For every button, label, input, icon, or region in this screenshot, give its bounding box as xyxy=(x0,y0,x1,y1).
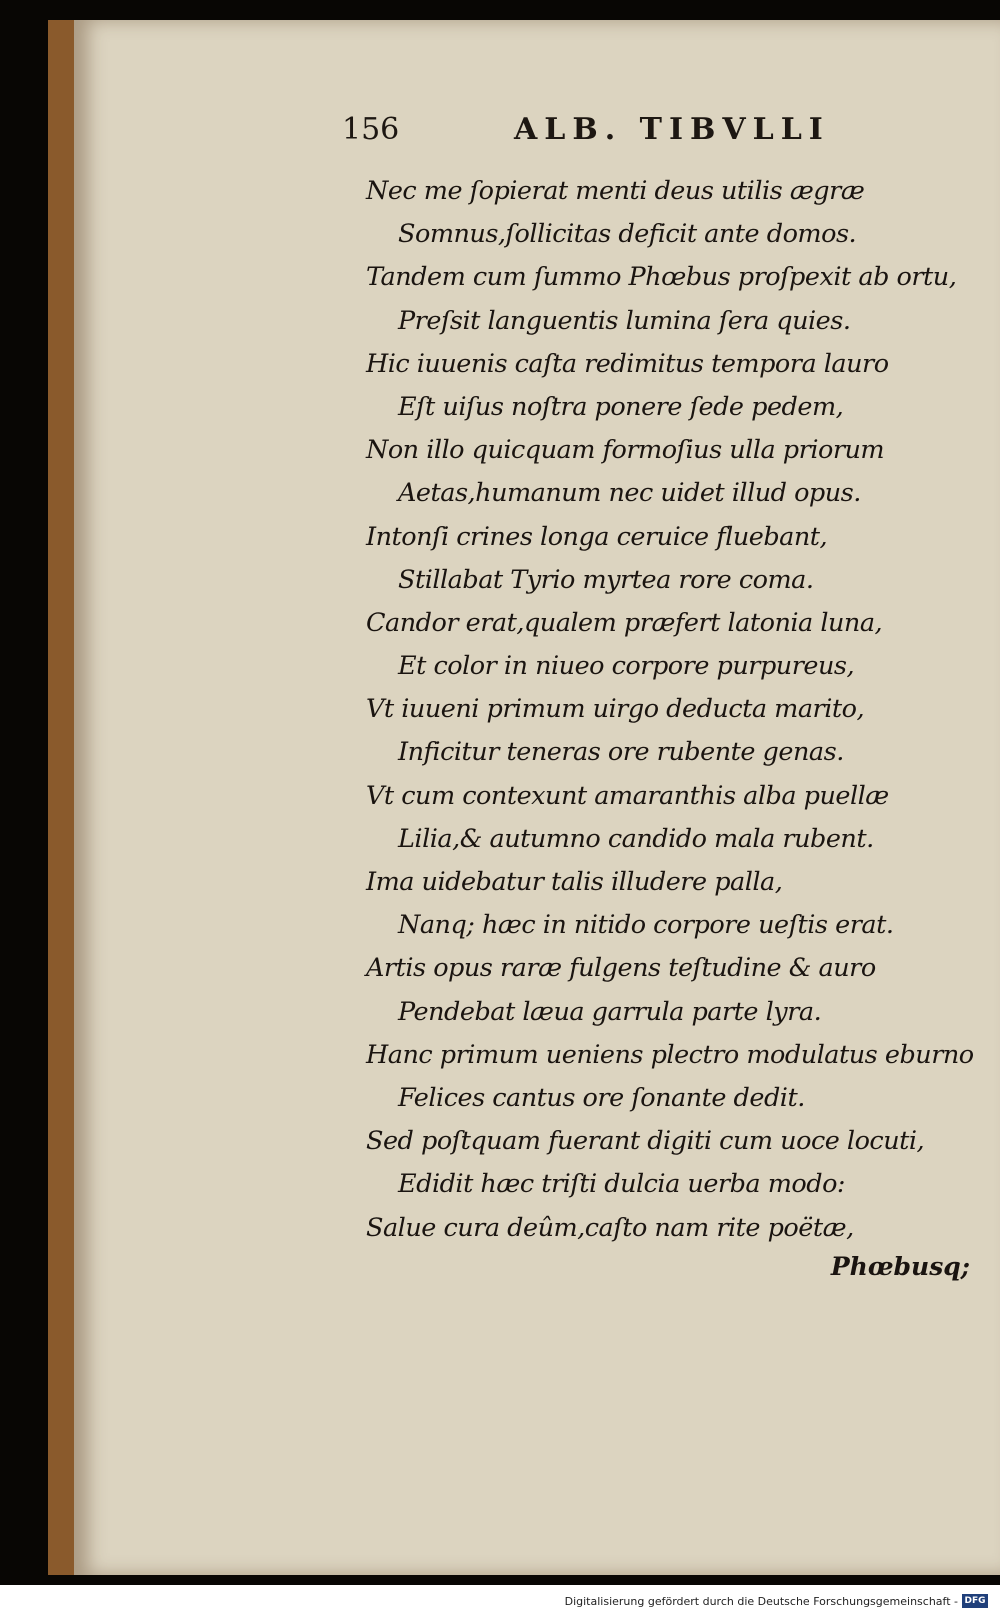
page-header xyxy=(74,112,1000,162)
verse-line: Somnus,ſollicitas deficit ante domos. xyxy=(398,219,857,250)
running-head: ALB. TIBVLLI xyxy=(514,112,830,147)
verse-line: Aetas,humanum nec uidet illud opus. xyxy=(398,478,861,509)
verse-line: Preſsit languentis lumina ſera quies. xyxy=(398,305,851,336)
verse-line: Tandem cum ſummo Phœbus proſpexit ab ortu, xyxy=(366,262,957,293)
digitization-footer xyxy=(0,1585,1000,1620)
verse-line: Vt iuueni primum uirgo deducta marito, xyxy=(366,694,865,725)
page-number: 156 xyxy=(342,112,400,147)
verse-line: Sed poſtquam fuerant digiti cum uoce locuti, xyxy=(366,1126,925,1157)
verse-line: Hic iuuenis caſta redimitus tempora lauro xyxy=(366,348,889,379)
verse-line: Candor erat,qualem præfert latonia luna, xyxy=(366,607,883,638)
verse-line: Stillabat Tyrio myrtea rore coma. xyxy=(398,564,814,595)
verse-line: Hanc primum ueniens plectro modulatus eburno xyxy=(366,1039,974,1070)
verse-line: Et color in niueo corpore purpureus, xyxy=(398,651,855,682)
verse-line: Vt cum contexunt amaranthis alba puellæ xyxy=(366,780,889,811)
footer-credit: Digitalisierung gefördert durch die Deutsche Forschungsgemeinschaft - xyxy=(564,1595,958,1608)
verse-line: Salue cura deûm,caſto nam rite poëtæ, xyxy=(366,1212,854,1243)
verse-line: Eſt uiſus noſtra ponere ſede pedem, xyxy=(398,391,844,422)
verse-line: Edidit hæc triſti dulcia uerba modo: xyxy=(398,1169,846,1200)
catchword: Phœbusq; xyxy=(830,1252,970,1281)
verse-line: Nanq; hæc in nitido corpore ueſtis erat. xyxy=(398,910,894,941)
dfg-logo-icon: DFG xyxy=(962,1594,988,1608)
verse-line: Non illo quicquam formoſius ulla priorum xyxy=(366,435,885,466)
verse-line: Pendebat læua garrula parte lyra. xyxy=(398,996,822,1027)
verse-line: Nec me ſopierat menti deus utilis ægræ xyxy=(366,176,865,206)
verse-line: Lilia,& autumno candido mala rubent. xyxy=(398,823,874,854)
verse-line: Ima uidebatur talis illudere palla, xyxy=(366,867,783,897)
verse-line: Inficitur teneras ore rubente genas. xyxy=(398,737,844,768)
verse-line: Artis opus raræ fulgens teſtudine & auro xyxy=(366,953,876,984)
verse-line: Intonſi crines longa ceruice fluebant, xyxy=(366,521,828,552)
verse-block xyxy=(74,170,1000,1250)
book-page xyxy=(48,20,1000,1575)
verse-line: Felices cantus ore ſonante dedit. xyxy=(398,1082,805,1113)
